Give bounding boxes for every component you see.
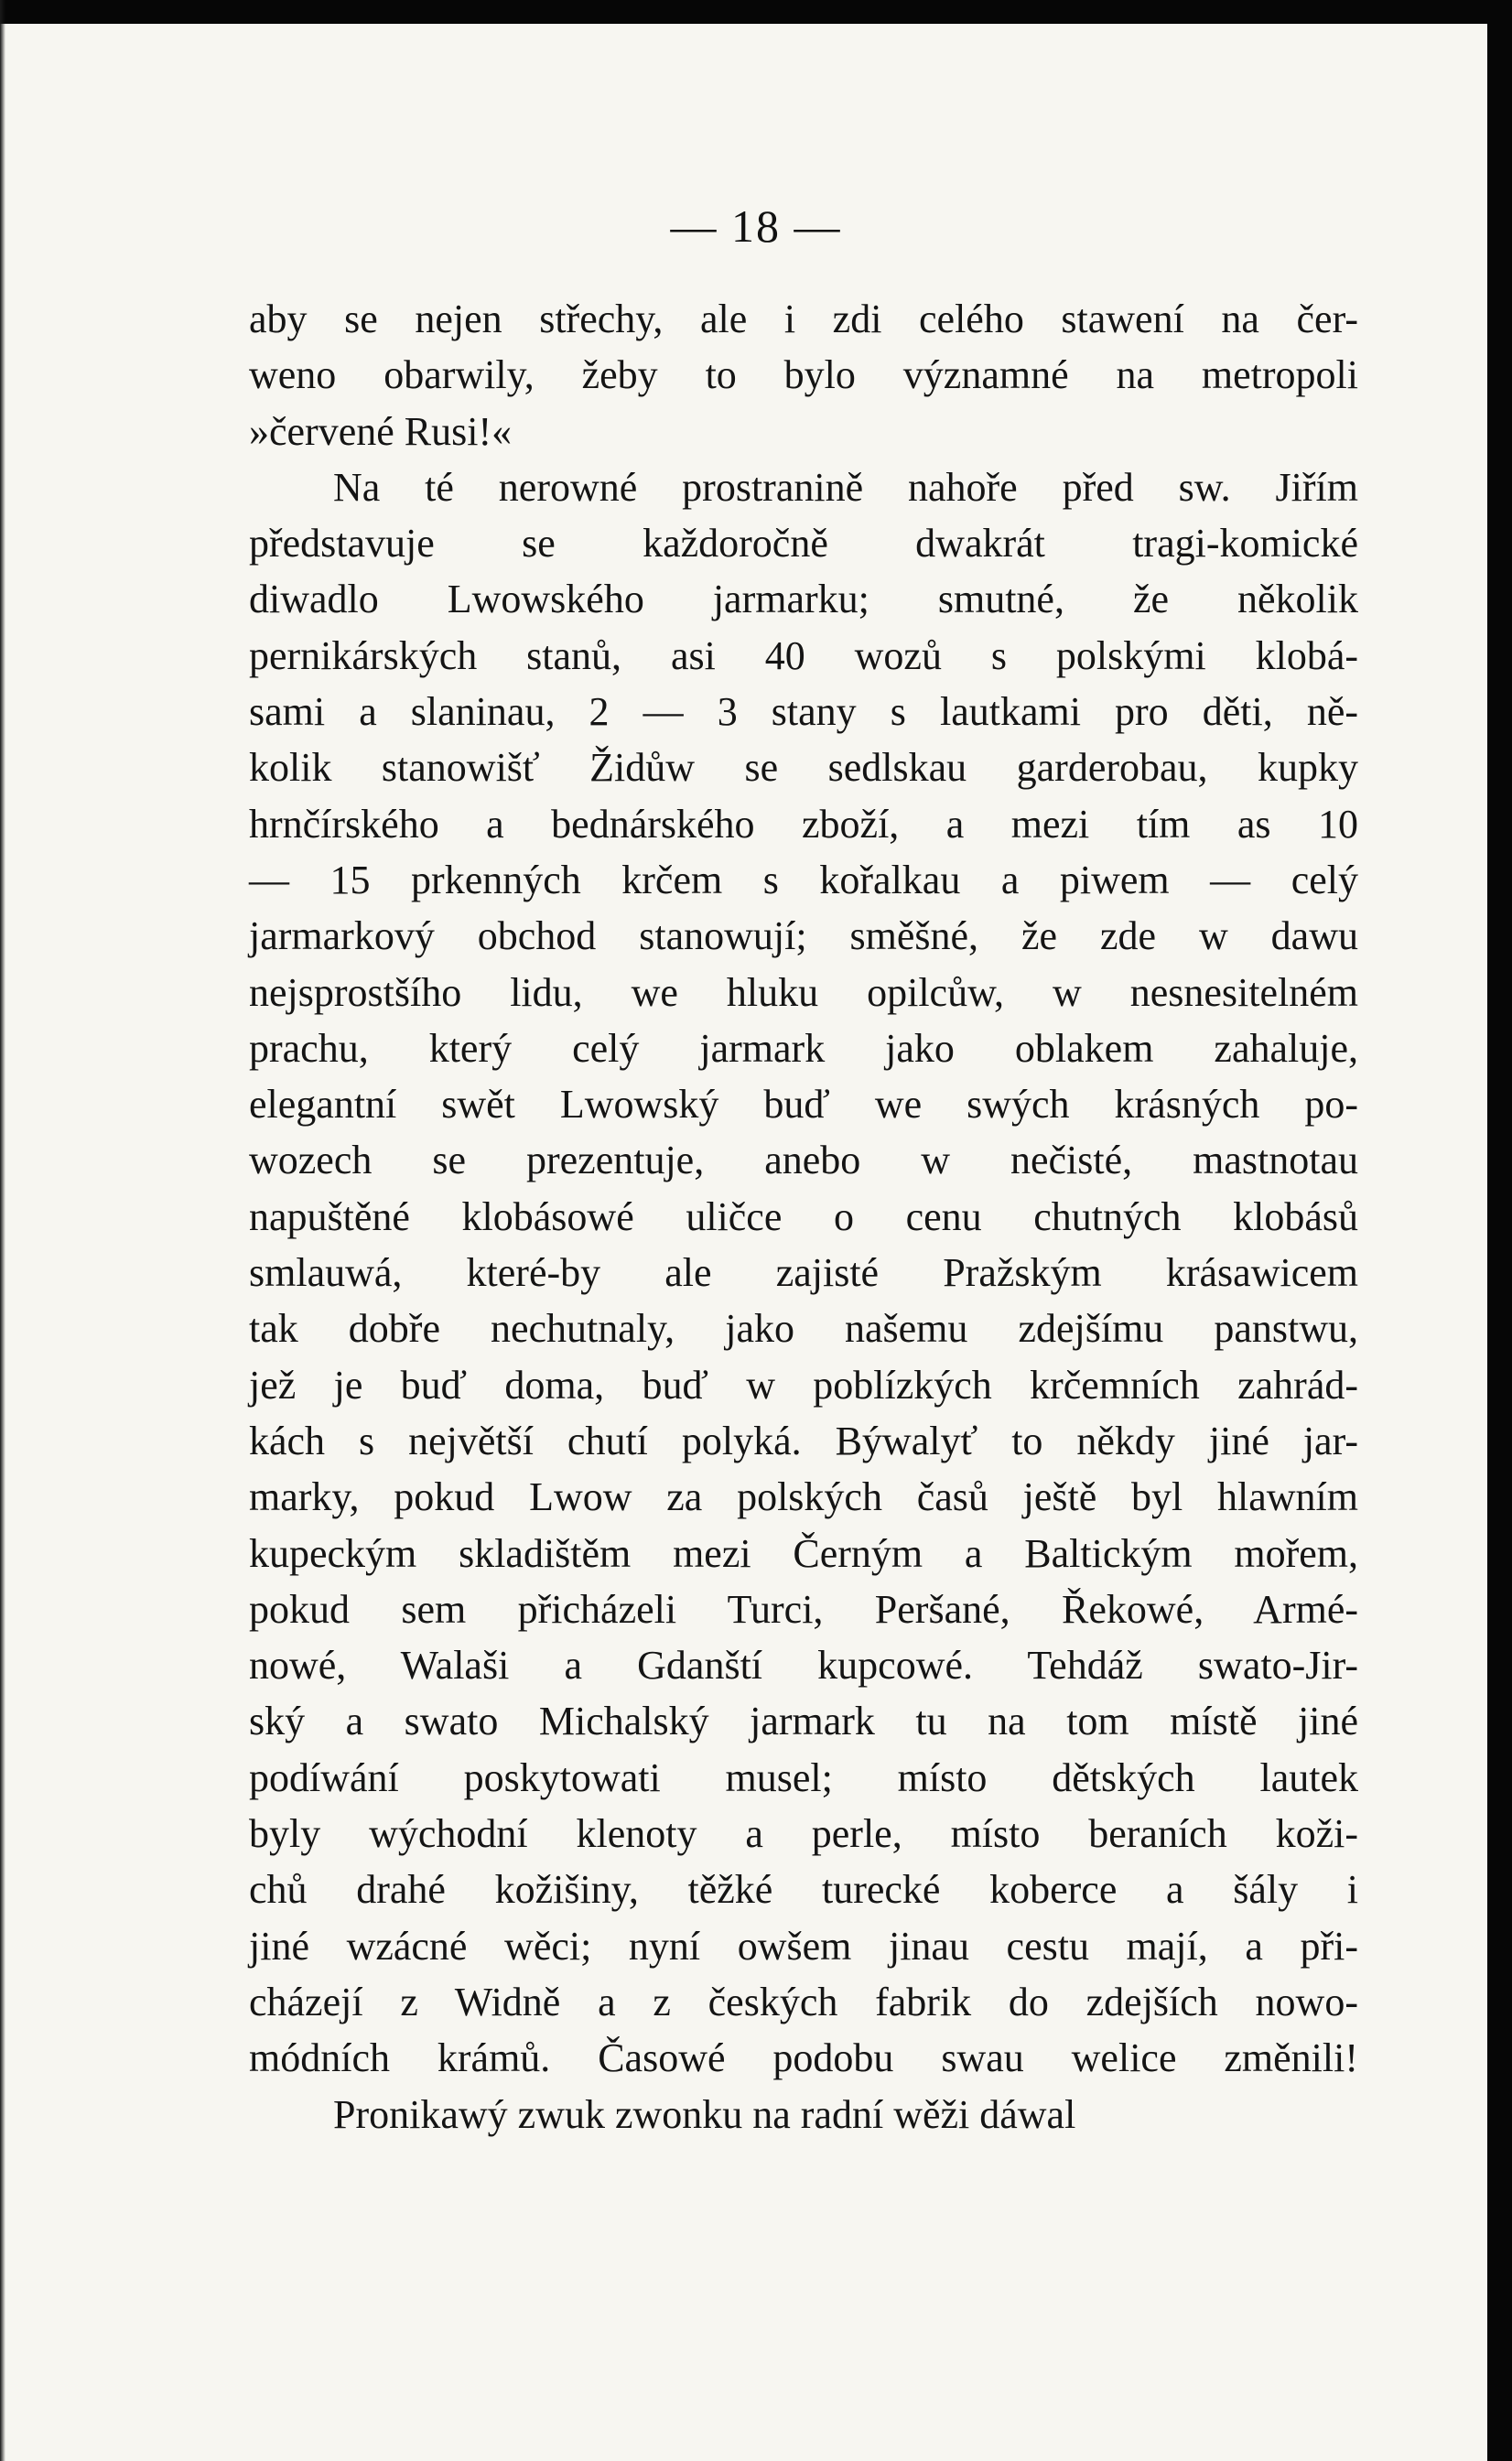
text-line: sami a slaninau, 2 — 3 stany s lautkami pro děti, ně- [249,689,1358,735]
text-line: marky, pokud Lwow za polských časů ještě byl hlawním [249,1474,1358,1520]
text-line: weno obarwily, žeby to bylo významné na metropoli [249,352,1358,398]
text-line: hrnčírského a bednárského zboží, a mezi tím as 10 [249,801,1358,847]
text-line: wozech se prezentuje, anebo w nečisté, mastnotau [249,1138,1358,1183]
text-line: nowé, Walaši a Gdanští kupcowé. Tehdáž swato-Jir- [249,1643,1358,1689]
text-line: cházejí z Widně a z českých fabrik do zdejších nowo- [249,1979,1358,2024]
text-line: Pronikawý zwuk zwonku na radní wěži dáwal [333,2091,1076,2137]
text-line: ský a swato Michalský jarmark tu na tom místě jiné [249,1699,1358,1744]
text-line: prachu, který celý jarmark jako oblakem zahaluje, [249,1025,1358,1071]
page-number: — 18 — [670,200,842,252]
text-line: — 15 prkenných krčem s kořalkau a piwem — celý [249,857,1358,902]
text-line: podíwání poskytowati musel; místo dětských lautek [249,1754,1358,1800]
text-line: představuje se každoročně dwakrát tragi-komické [249,521,1358,567]
text-line: kolik stanowišť Židůw se sedlskau garderobau, kupky [249,745,1358,791]
text-line: byly wýchodní klenoty a perle, místo beraních koži- [249,1811,1358,1857]
scan-border-top [0,0,1512,24]
text-line: módních krámů. Časowé podobu swau welice změnili! [249,2035,1358,2081]
text-line: kupeckým skladištěm mezi Černým a Baltickým mořem, [249,1530,1358,1576]
text-line: diwadlo Lwowského jarmarku; smutné, že několik [249,577,1358,622]
text-line: jarmarkový obchod stanowují; směšné, že zde w dawu [249,913,1358,959]
text-line: »červené Rusi!« [249,408,513,454]
text-line: tak dobře nechutnaly, jako našemu zdejšímu panstwu, [249,1306,1358,1352]
text-line: pernikárských stanů, asi 40 wozů s polskými klobá- [249,632,1358,678]
text-line: Na té nerowné prostranině nahoře před sw. Jiřím [333,464,1358,510]
text-line: kách s největší chutí polyká. Býwalyť to někdy jiné jar- [249,1418,1358,1463]
scan-shadow-left [0,0,5,2461]
text-line: smlauwá, které-by ale zajisté Pražským krásawicem [249,1250,1358,1296]
scan-border-right [1487,0,1512,2461]
text-line: jiné wzácné wěci; nyní owšem jinau cestu mají, a při- [249,1923,1358,1969]
text-line: jež je buď doma, buď w poblízkých krčemních zahrád- [249,1362,1358,1408]
text-line: aby se nejen střechy, ale i zdi celého stawení na čer- [249,297,1358,341]
body-text [249,291,1358,2143]
text-line: nejsprostšího lidu, we hluku opilcůw, w nesnesitelném [249,969,1358,1015]
text-line: pokud sem přicházeli Turci, Peršané, Řekowé, Armé- [249,1586,1358,1632]
text-line: elegantní swět Lwowský buď we swých krásných po- [249,1082,1358,1128]
text-line: napuštěné klobásowé uličce o cenu chutných klobásů [249,1193,1358,1239]
text-line: chů drahé kožišiny, těžké turecké koberce a šály i [249,1867,1358,1913]
